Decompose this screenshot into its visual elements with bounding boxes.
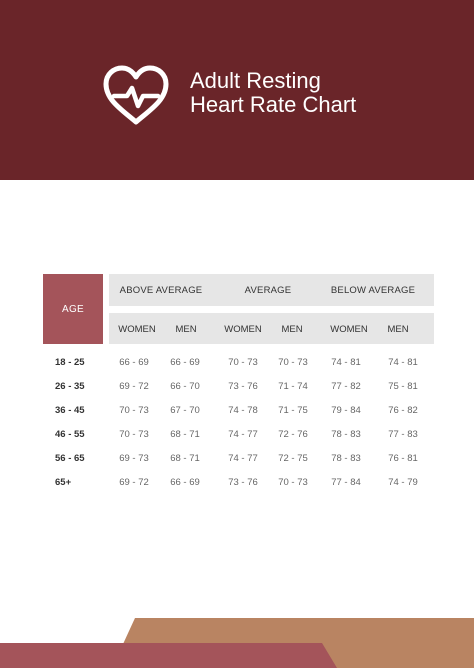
table-cell: 74 - 81 xyxy=(331,357,361,368)
table-cell: 69 - 73 xyxy=(119,453,149,464)
table-cell: 68 - 71 xyxy=(170,453,200,464)
header-banner xyxy=(0,0,474,180)
age-label: 46 - 55 xyxy=(55,429,85,440)
heart-pulse-icon xyxy=(100,64,172,128)
table-cell: 77 - 83 xyxy=(388,429,418,440)
table-cell: 74 - 81 xyxy=(388,357,418,368)
table-cell: 66 - 69 xyxy=(170,357,200,368)
table-cell: 78 - 83 xyxy=(331,453,361,464)
table-cell: 76 - 81 xyxy=(388,453,418,464)
footer-rose-band xyxy=(0,643,337,668)
table-cell: 70 - 73 xyxy=(278,477,308,488)
table-cell: 77 - 82 xyxy=(331,381,361,392)
subheader-men: MEN xyxy=(281,324,303,335)
table-cell: 73 - 76 xyxy=(228,381,258,392)
table-cell: 75 - 81 xyxy=(388,381,418,392)
subheader-men: MEN xyxy=(387,324,409,335)
table-cell: 68 - 71 xyxy=(170,429,200,440)
subheader-women: WOMEN xyxy=(330,324,368,335)
table-cell: 70 - 73 xyxy=(278,357,308,368)
table-cell: 66 - 69 xyxy=(119,357,149,368)
page-title xyxy=(190,69,356,117)
footer-decoration xyxy=(0,618,474,668)
table-cell: 74 - 77 xyxy=(228,453,258,464)
table-cell: 76 - 82 xyxy=(388,405,418,416)
table-cell: 71 - 74 xyxy=(278,381,308,392)
age-column-header: AGE xyxy=(43,274,103,344)
table-cell: 74 - 77 xyxy=(228,429,258,440)
subheader-women: WOMEN xyxy=(118,324,156,335)
category-average: AVERAGE xyxy=(244,285,292,296)
age-label: 26 - 35 xyxy=(55,381,85,392)
table-cell: 70 - 73 xyxy=(119,429,149,440)
age-label: 36 - 45 xyxy=(55,405,85,416)
table-cell: 70 - 73 xyxy=(119,405,149,416)
subheader-men: MEN xyxy=(175,324,197,335)
age-label: 18 - 25 xyxy=(55,357,85,368)
title-line-1: Adult Resting xyxy=(190,68,321,93)
category-above-average: ABOVE AVERAGE xyxy=(119,285,203,296)
title-line-2: Heart Rate Chart xyxy=(190,92,357,117)
table-cell: 67 - 70 xyxy=(170,405,200,416)
category-below-average: BELOW AVERAGE xyxy=(330,285,416,296)
subheader-women: WOMEN xyxy=(224,324,262,335)
table-cell: 72 - 76 xyxy=(278,429,308,440)
table-cell: 69 - 72 xyxy=(119,477,149,488)
table-cell: 72 - 75 xyxy=(278,453,308,464)
table-cell: 71 - 75 xyxy=(278,405,308,416)
table-cell: 79 - 84 xyxy=(331,405,361,416)
table-cell: 74 - 79 xyxy=(388,477,418,488)
table-cell: 78 - 83 xyxy=(331,429,361,440)
table-cell: 70 - 73 xyxy=(228,357,258,368)
table-cell: 69 - 72 xyxy=(119,381,149,392)
table-cell: 66 - 70 xyxy=(170,381,200,392)
table-cell: 74 - 78 xyxy=(228,405,258,416)
gender-header-band xyxy=(109,313,434,344)
age-label: 65+ xyxy=(55,477,72,488)
table-cell: 73 - 76 xyxy=(228,477,258,488)
table-cell: 66 - 69 xyxy=(170,477,200,488)
age-label: 56 - 65 xyxy=(55,453,85,464)
table-cell: 77 - 84 xyxy=(331,477,361,488)
